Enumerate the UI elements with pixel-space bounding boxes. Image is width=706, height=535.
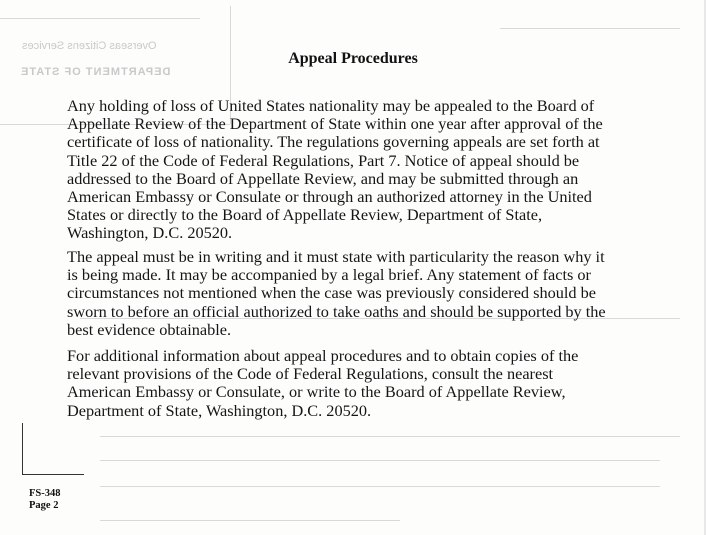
bleed-through-text: Overseas Citizens Services	[22, 40, 157, 52]
paragraph-line: The appeal must be in writing and it must state with particularity the reason why it	[67, 247, 605, 266]
paragraph-line: circumstances not mentioned when the case was previously considered should be	[67, 283, 596, 303]
paragraph-line: American Embassy or Consulate or through an authorized attorney in the United	[67, 187, 592, 207]
corner-mark-vertical	[22, 423, 23, 475]
corner-mark-horizontal	[22, 474, 84, 475]
paragraph-line: Washington, D.C. 20520.	[67, 223, 233, 243]
bleed-through-line	[500, 28, 680, 29]
page-number: Page 2	[29, 500, 59, 511]
paragraph-line: States or directly to the Board of Appellate Review, Department of State,	[67, 205, 543, 225]
paragraph-line: For additional information about appeal procedures and to obtain copies of the	[67, 346, 579, 365]
paragraph-appeal-requirements	[67, 248, 649, 339]
bleed-through-line	[100, 436, 680, 437]
page-title: Appeal Procedures	[288, 50, 418, 67]
paragraph-line: addressed to the Board of Appellate Review, and may be submitted through an	[67, 168, 579, 188]
bleed-through-line	[0, 18, 200, 19]
paragraph-line: Title 22 of the Code of Federal Regulations, Part 7. Notice of appeal should be	[67, 150, 580, 170]
paragraph-line: sworn to before an official authorized to take oaths and should be supported by the	[67, 301, 606, 321]
paragraph-additional-information	[67, 347, 649, 420]
bleed-through-line	[100, 460, 660, 461]
bleed-through-line	[100, 520, 400, 521]
bleed-through-line	[100, 486, 660, 487]
paragraph-appeal-deadline	[67, 97, 649, 243]
paragraph-line: Any holding of loss of United States nationality may be appealed to the Board of	[67, 96, 595, 115]
paragraph-line: relevant provisions of the Code of Federal Regulations, consult the nearest	[67, 364, 554, 384]
paragraph-line: is being made. It may be accompanied by a legal brief. Any statement of facts or	[67, 265, 591, 285]
paragraph-line: certificate of loss of nationality. The regulations governing appeals are set forth at	[67, 132, 600, 152]
form-number: FS-348	[29, 488, 61, 499]
paragraph-line: best evidence obtainable.	[67, 319, 232, 339]
paragraph-line: Department of State, Washington, D.C. 20520.	[67, 400, 372, 420]
paragraph-line: American Embassy or Consulate, or write to the Board of Appellate Review,	[67, 382, 566, 402]
bleed-through-text: DEPARTMENT OF STATE	[20, 66, 171, 78]
paragraph-line: Appellate Review of the Department of State within one year after approval of the	[67, 114, 603, 134]
